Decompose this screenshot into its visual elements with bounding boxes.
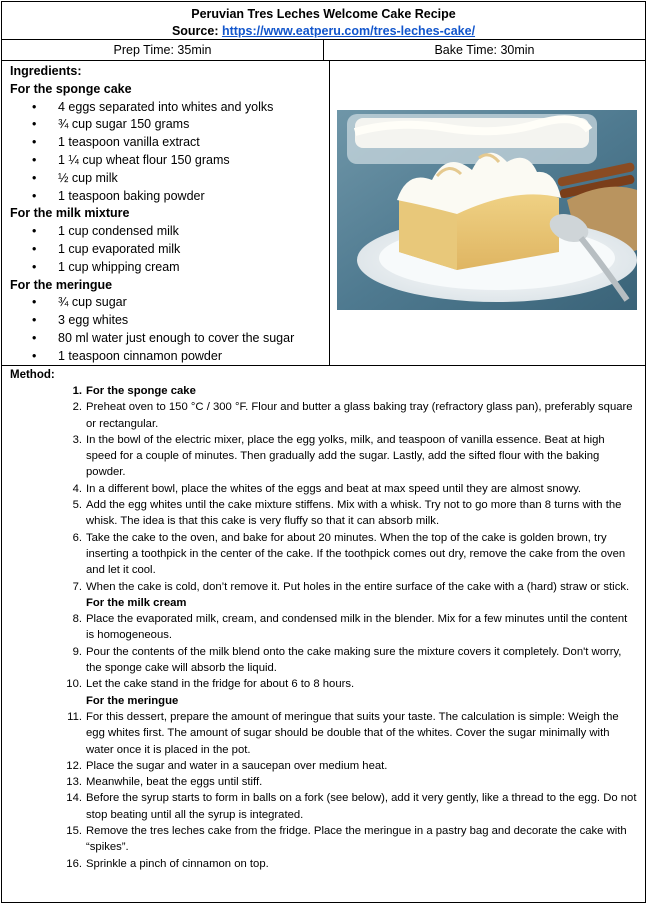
recipe-title: Peruvian Tres Leches Welcome Cake Recipe [191, 7, 456, 21]
meringue-ingredient-list [10, 294, 329, 365]
meringue-heading: For the meringue [10, 277, 113, 292]
recipe-header [2, 2, 645, 40]
bake-time: Bake Time: 30min [434, 43, 535, 57]
milk-ingredient-list [10, 223, 329, 276]
source-link[interactable]: https://www.eatperu.com/tres-leches-cake/ [221, 24, 476, 38]
ingredient-item: • 1 cup evaporated milk [10, 241, 329, 259]
method-section [2, 366, 645, 902]
ingredient-item: • 80 ml water just enough to cover the sugar [10, 330, 329, 348]
ingredient-item: • 1 ¼ cup wheat flour 150 grams [10, 152, 329, 170]
ingredients-cell [2, 61, 330, 365]
cake-photo [337, 110, 637, 310]
ingredient-item: • 1 teaspoon cinnamon powder [10, 348, 329, 366]
ingredient-item: • 1 teaspoon vanilla extract [10, 134, 329, 152]
method-step: 14. Before the syrup starts to form in balls on a fork (see below), add it very gently, like a thread to the egg. Do not stop beating until all the syrup is integrated. [66, 792, 637, 821]
method-step: 8. Place the evaporated milk, cream, and condensed milk in the blender. Mix for a few minutes until the content is homogeneous. [72, 613, 628, 642]
method-step: 6. Take the cake to the oven, and bake for about 20 minutes. When the top of the cake is golden brown, try inserting a toothpick in the center of the cake. If the toothpick comes out dry, remove the cake from the oven and let it cool. [72, 531, 626, 577]
prep-time: Prep Time: 35min [2, 40, 324, 60]
method-step: 11. For this dessert, prepare the amount of meringue that suits your taste. The calculation is simple: Weigh the egg whites first. The amount of sugar should be double that of the whites. Cover the sugar minimally with water once it is placed in the pot. [67, 710, 619, 756]
ingredient-item: • ¾ cup sugar [10, 294, 329, 312]
recipe-table [1, 1, 646, 903]
ingredient-item: • 1 cup whipping cream [10, 259, 329, 277]
milk-mixture-heading: For the milk mixture [10, 206, 130, 221]
method-step: 2. Preheat oven to 150 °C / 300 °F. Flour and butter a glass baking tray (refractory glass pan), preferably square or rectangular. [72, 401, 633, 430]
ingredient-item: • 3 egg whites [10, 312, 329, 330]
ingredient-item: • 1 teaspoon baking powder [10, 188, 329, 206]
ingredient-item: • ½ cup milk [10, 170, 329, 188]
method-step: 12. Place the sugar and water in a saucepan over medium heat. [66, 759, 388, 772]
method-subheading: For the milk cream [86, 596, 187, 609]
method-subheading: For the meringue [86, 694, 179, 707]
source-label: Source: [171, 24, 222, 38]
method-step: 9. Pour the contents of the milk blend onto the cake making sure the mixture covers it completely. Don't worry, the sponge cake will absorb the liquid. [72, 645, 622, 675]
method-step-list [10, 383, 645, 872]
method-step: 15. Remove the tres leches cake from the fridge. Place the meringue in a pastry bag and decorate the cake with “spikes”. [66, 825, 627, 854]
method-heading: Method: [10, 369, 55, 381]
method-step: 7. When the cake is cold, don’t remove it. Put holes in the entire surface of the cake with a (hard) straw or stick. [72, 580, 630, 593]
method-step: 5. Add the egg whites until the cake mixture stiffens. Mix with a whisk. Try not to go more than 8 turns with the whisk. The idea is that this cake is very fluffy so that it can absorb milk. [72, 499, 622, 528]
ingredients-row [2, 61, 645, 366]
method-step: 13. Meanwhile, beat the eggs until stiff. [66, 776, 263, 789]
sponge-cake-heading: For the sponge cake [10, 81, 132, 96]
source-line [2, 23, 645, 40]
ingredient-item: • 1 cup condensed milk [10, 223, 329, 241]
times-row [2, 40, 645, 61]
method-step: 16. Sprinkle a pinch of cinnamon on top. [66, 857, 269, 870]
sponge-ingredient-list [10, 99, 329, 206]
ingredient-item: • 4 eggs separated into whites and yolks [10, 99, 329, 117]
cake-photo-cell [330, 61, 645, 365]
ingredients-heading: Ingredients: [10, 64, 82, 78]
method-step: 4. In a different bowl, place the whites of the eggs and beat at max speed until they are almost snowy. [72, 482, 582, 495]
method-step: 10. Let the cake stand in the fridge for about 6 to 8 hours. [66, 678, 355, 691]
method-step: 3. In the bowl of the electric mixer, place the egg yolks, milk, and teaspoon of vanilla essence. Beat at high speed for a couple of minutes. Then gradually add the sugar. Lastly, add the sifted flour with the baking powder. [72, 433, 605, 479]
ingredient-item: • ¾ cup sugar 150 grams [10, 116, 329, 134]
method-step: 1. For the sponge cake [72, 385, 196, 397]
